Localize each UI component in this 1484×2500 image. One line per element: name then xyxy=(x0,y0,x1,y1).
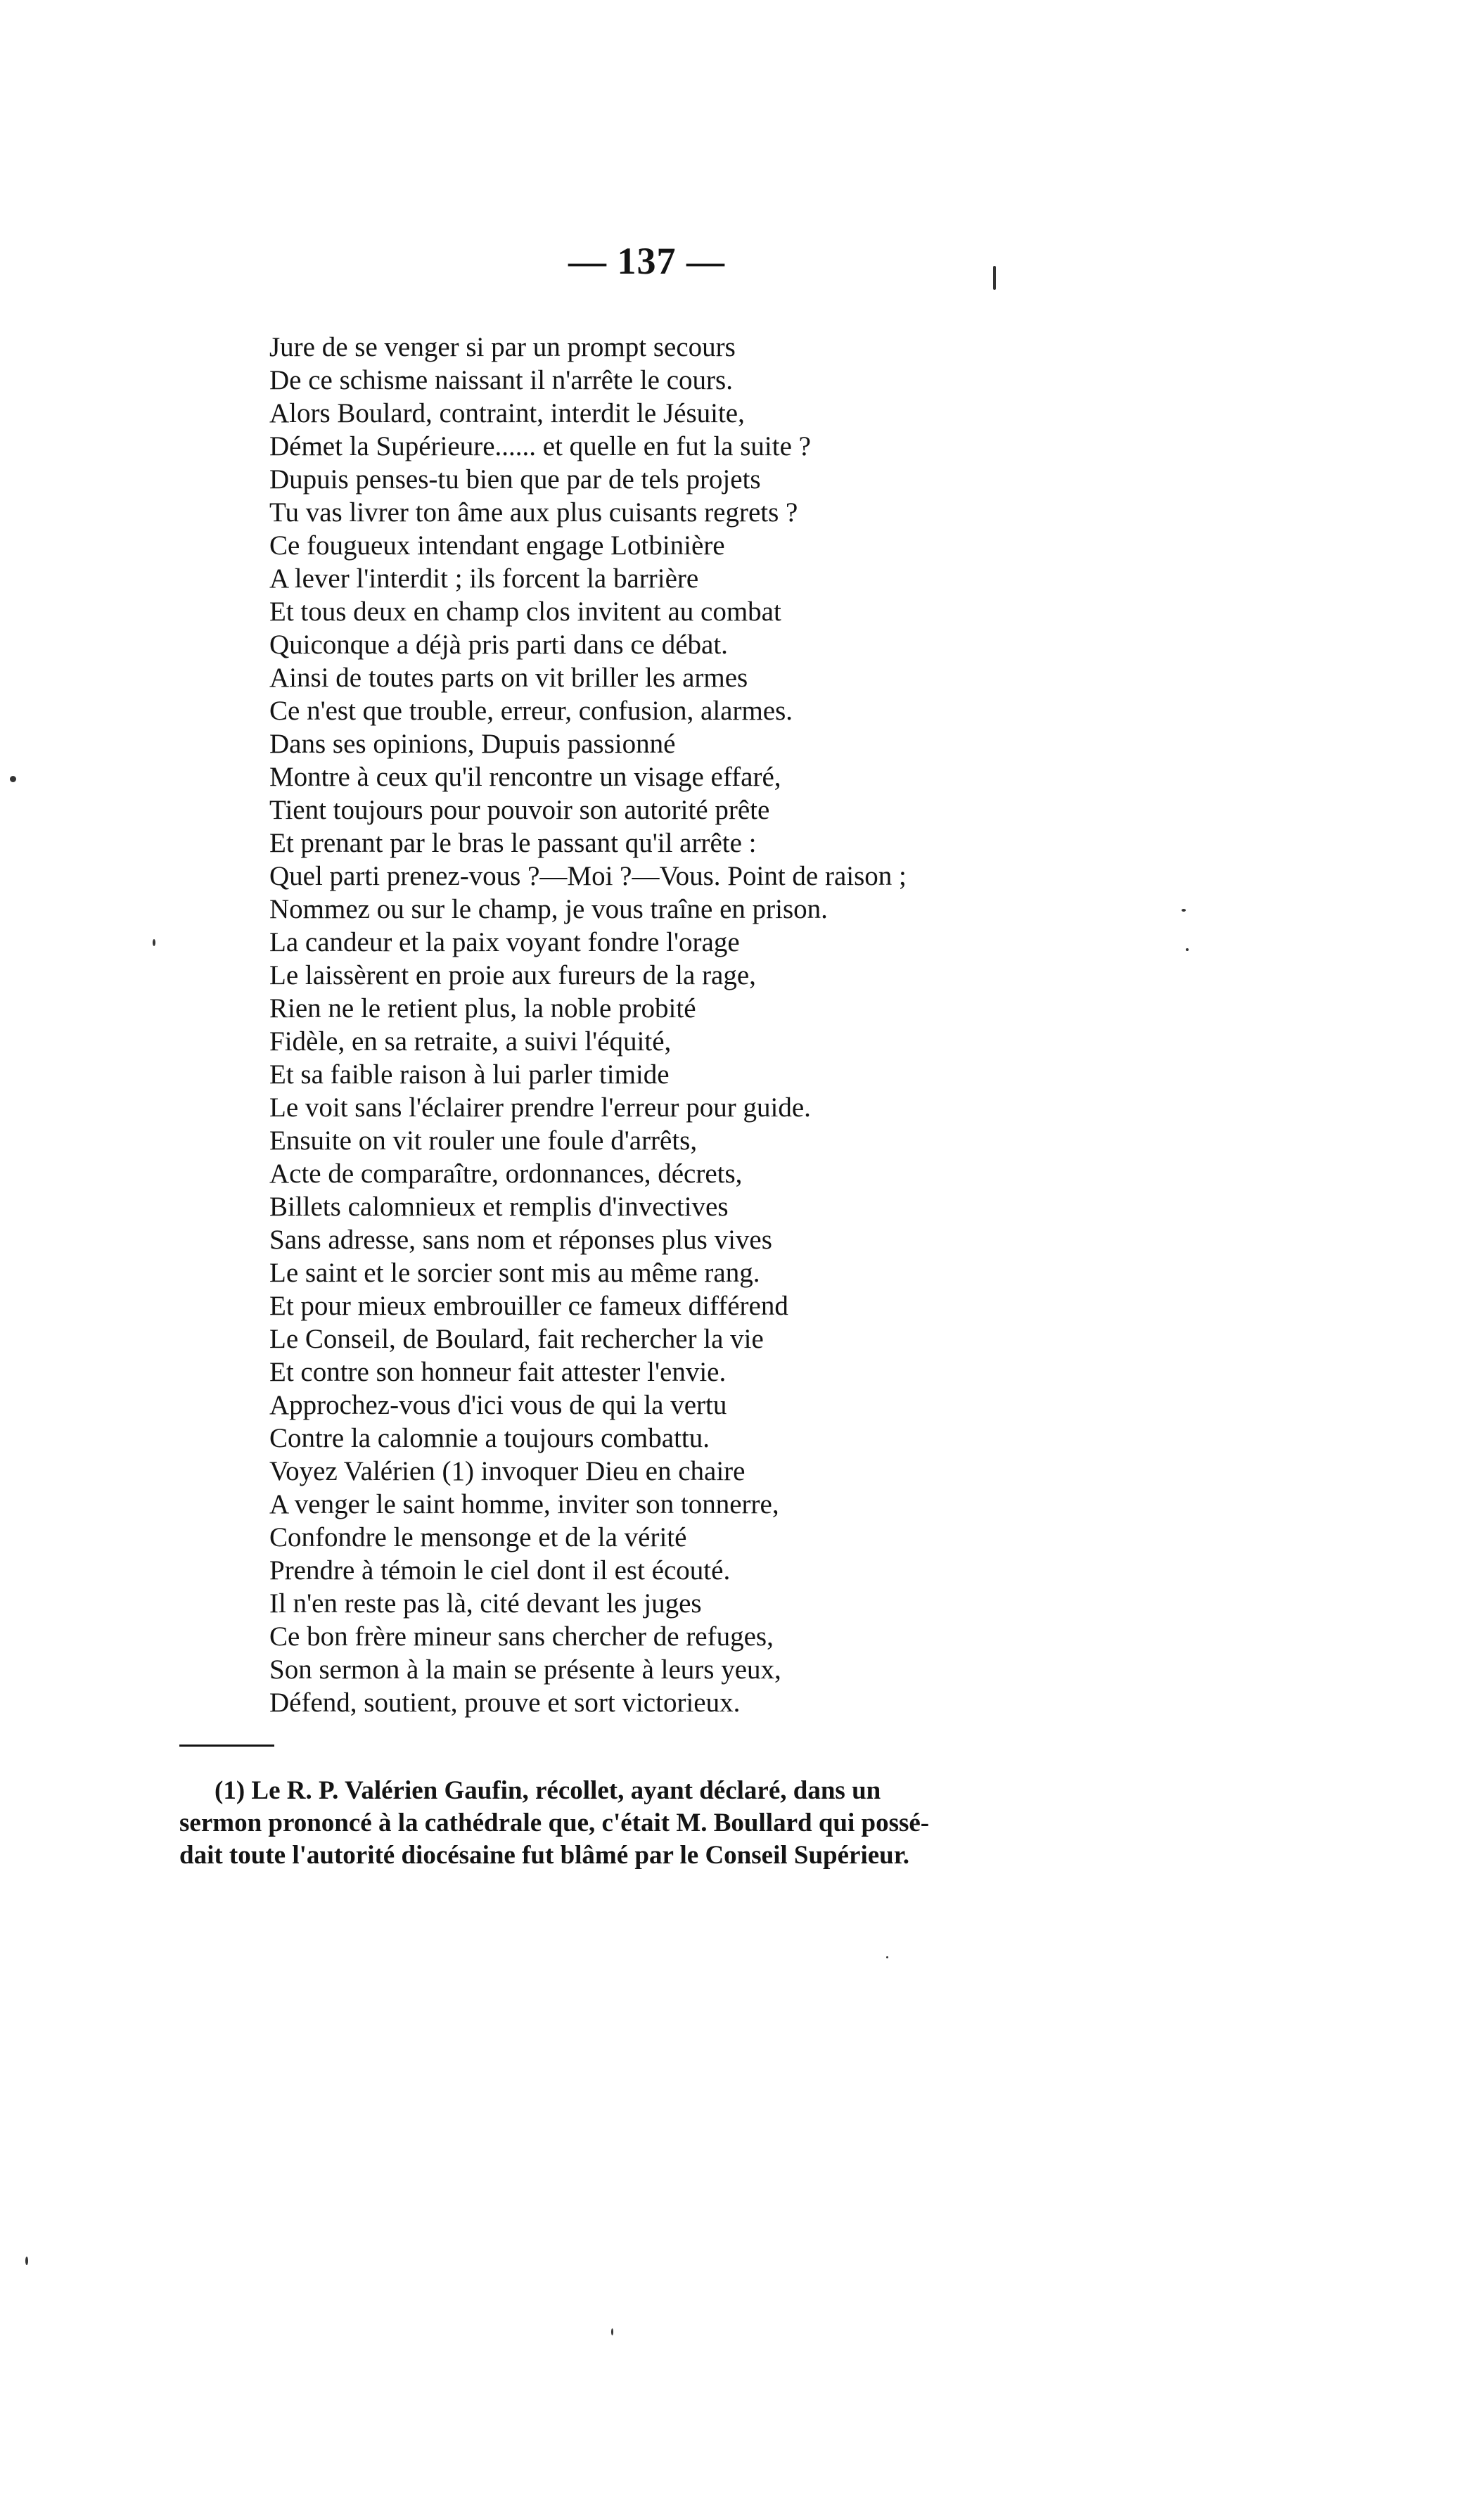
poem-line: Ce bon frère mineur sans chercher de refuges, xyxy=(269,1621,774,1652)
poem-line: Et prenant par le bras le passant qu'il arrête : xyxy=(269,828,757,858)
poem-line: Et tous deux en champ clos invitent au combat xyxy=(269,597,781,627)
poem-line: A venger le saint homme, inviter son tonnerre, xyxy=(269,1489,779,1519)
footnote-line: dait toute l'autorité diocésaine fut blâmé par le Conseil Supérieur. xyxy=(179,1841,910,1870)
poem-line: Ainsi de toutes parts on vit briller les armes xyxy=(269,663,748,693)
poem-line: Confondre le mensonge et de la vérité xyxy=(269,1522,687,1552)
scan-speck xyxy=(993,266,996,290)
poem-line: Rien ne le retient plus, la noble probité xyxy=(269,993,696,1023)
poem xyxy=(269,331,907,1719)
poem-line: Jure de se venger si par un prompt secours xyxy=(269,332,736,362)
poem-line: A lever l'interdit ; ils forcent la barrière xyxy=(269,563,699,594)
footnote-rule xyxy=(179,1745,274,1747)
poem-line: Montre à ceux qu'il rencontre un visage effaré, xyxy=(269,762,781,792)
poem-line: Ce n'est que trouble, erreur, confusion, alarmes. xyxy=(269,696,793,726)
poem-line: Le saint et le sorcier sont mis au même rang. xyxy=(269,1258,760,1288)
poem-line: Nommez ou sur le champ, je vous traîne en prison. xyxy=(269,894,828,924)
poem-line: Le Conseil, de Boulard, fait rechercher la vie xyxy=(269,1324,764,1354)
footnote-line: (1) Le R. P. Valérien Gaufin, récollet, ayant déclaré, dans un xyxy=(215,1776,881,1805)
poem-line: Approchez-vous d'ici vous de qui la vertu xyxy=(269,1390,727,1420)
poem-line: Défend, soutient, prouve et sort victorieux. xyxy=(269,1688,741,1718)
poem-line: Ce fougueux intendant engage Lotbinière xyxy=(269,530,725,561)
poem-line: Alors Boulard, contraint, interdit le Jésuite, xyxy=(269,398,745,428)
poem-line: Prendre à témoin le ciel dont il est écouté. xyxy=(269,1555,731,1586)
scan-speck xyxy=(1186,948,1189,951)
poem-line: Il n'en reste pas là, cité devant les juges xyxy=(269,1588,702,1619)
poem-line: Quel parti prenez-vous ?—Moi ?—Vous. Point de raison ; xyxy=(269,861,907,891)
scan-speck xyxy=(886,1956,888,1958)
scan-speck xyxy=(153,939,155,946)
poem-line: Fidèle, en sa retraite, a suivi l'équité, xyxy=(269,1026,672,1057)
poem-line: Tu vas livrer ton âme aux plus cuisants regrets ? xyxy=(269,497,798,528)
poem-line: Ensuite on vit rouler une foule d'arrêts, xyxy=(269,1125,698,1156)
poem-line: Son sermon à la main se présente à leurs yeux, xyxy=(269,1654,781,1685)
poem-line: Dans ses opinions, Dupuis passionné xyxy=(269,729,676,759)
footnote-line: sermon prononcé à la cathédrale que, c'était M. Boullard qui possé- xyxy=(179,1809,930,1837)
poem-line: De ce schisme naissant il n'arrête le cours. xyxy=(269,365,733,395)
scan-speck xyxy=(25,2257,28,2265)
poem-line: Acte de comparaître, ordonnances, décrets, xyxy=(269,1159,743,1189)
poem-line: Contre la calomnie a toujours combattu. xyxy=(269,1423,710,1453)
poem-line: Sans adresse, sans nom et réponses plus vives xyxy=(269,1225,772,1255)
poem-line: Le laissèrent en proie aux fureurs de la rage, xyxy=(269,960,756,990)
page-number: — 137 — xyxy=(568,240,725,282)
poem-line: Et pour mieux embrouiller ce fameux différend xyxy=(269,1291,788,1321)
footnote xyxy=(179,1775,1164,1872)
scan-speck xyxy=(611,2328,613,2335)
poem-line: Le voit sans l'éclairer prendre l'erreur pour guide. xyxy=(269,1092,811,1123)
poem-line: Démet la Supérieure...... et quelle en fut la suite ? xyxy=(269,431,811,461)
poem-line: Dupuis penses-tu bien que par de tels projets xyxy=(269,464,761,495)
poem-line: Voyez Valérien (1) invoquer Dieu en chaire xyxy=(269,1456,746,1486)
poem-line: Quiconque a déjà pris parti dans ce débat. xyxy=(269,630,728,660)
poem-line: Tient toujours pour pouvoir son autorité prête xyxy=(269,795,770,825)
poem-line: Billets calomnieux et remplis d'invectives xyxy=(269,1192,729,1222)
scan-speck xyxy=(1182,909,1186,912)
scan-speck xyxy=(10,776,16,782)
poem-line: La candeur et la paix voyant fondre l'orage xyxy=(269,927,740,957)
poem-line: Et contre son honneur fait attester l'envie. xyxy=(269,1357,727,1387)
poem-line: Et sa faible raison à lui parler timide xyxy=(269,1059,670,1090)
